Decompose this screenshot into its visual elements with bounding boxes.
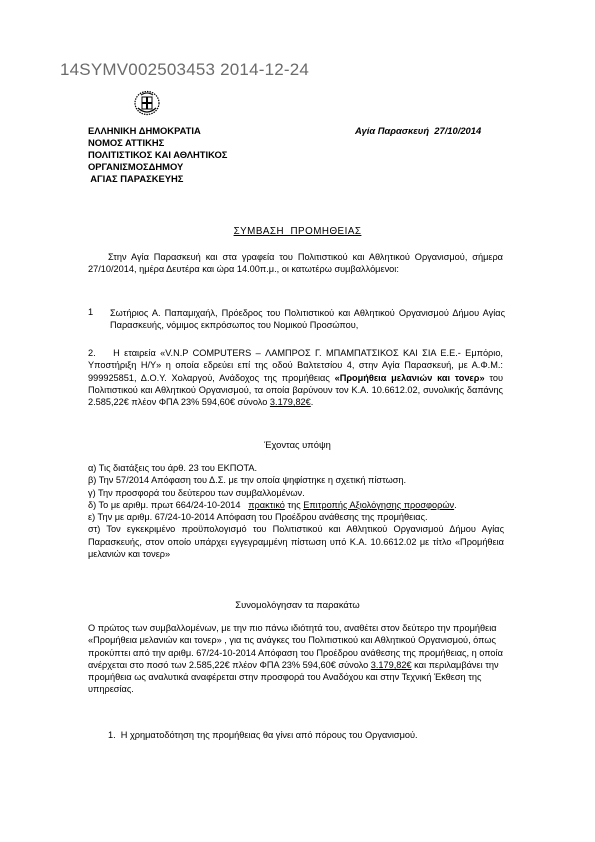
- consideration-d-mid: της: [284, 499, 304, 510]
- issuer-line: ΕΛΛΗΝΙΚΗ ΔΗΜΟΚΡΑΤΙΑ: [88, 125, 201, 136]
- party2-paragraph: [88, 347, 506, 408]
- issuer-line: ΑΓΙΑΣ ΠΑΡΑΣΚΕΥΗΣ: [88, 173, 184, 184]
- issuer-block: [88, 125, 227, 185]
- agreement-body: [88, 622, 504, 696]
- intro-paragraph: Στην Αγία Παρασκευή και στα γραφεία του Πολιτιστικού και Αθλητικού Οργανισμού, σήμερα 27/10/2014, ημέρα Δευτέρα και ώρα 14.00π.μ., οι κατωτέρω συμβαλλόμενοι:: [88, 252, 503, 275]
- party2-end: .: [310, 397, 314, 408]
- party1-paragraph: Σωτήριος Α. Παπαμιχαήλ, Πρόεδρος του Πολιτιστικού και Αθλητικού Οργανισμού Δήμου Αγίας Παρασκευής, νόμιμος εκπρόσωπος του Νομικού Προσώπου,: [110, 308, 505, 331]
- consideration-d-end: .: [454, 499, 457, 510]
- consideration-item: ε) Την με αριθμ. 67/24-10-2014 Απόφαση του Προέδρου ανάθεσης της προμήθειας.: [88, 512, 428, 523]
- party2-total: 3.179,82€: [269, 397, 311, 408]
- considering-heading: Έχοντας υπόψη: [264, 439, 331, 450]
- document-watermark-id: 14SYMV002503453 2014-12-24: [60, 60, 310, 79]
- place-date: Αγία Παρασκευή 27/10/2014: [355, 125, 482, 136]
- issuer-line: ΠΟΛΙΤΙΣΤΙΚΟΣ ΚΑΙ ΑΘΛΗΤΙΚΟΣ: [88, 149, 228, 160]
- consideration-item: γ) Την προσφορά του δεύτερου των συμβαλλομένων.: [88, 487, 305, 498]
- consideration-item: [88, 499, 504, 511]
- greek-emblem-icon: [133, 88, 161, 116]
- agreed-heading: Συνομολόγησαν τα παρακάτω: [235, 599, 360, 610]
- consideration-item: β) Την 57/2014 Απόφαση του Δ.Σ. με την οποία ψηφίστηκε η σχετική πίστωση.: [88, 475, 407, 486]
- considerations-list: [88, 462, 504, 560]
- issuer-line: ΝΟΜΟΣ ΑΤΤΙΚΗΣ: [88, 137, 165, 148]
- consideration-d-text: δ) Το με αριθμ. πρωτ 664/24-10-2014: [88, 499, 249, 510]
- issuer-line: ΟΡΓΑΝΙΣΜΟΣΔΗΜΟΥ: [88, 161, 184, 172]
- clause-1: 1. Η χρηματοδότηση της προμήθειας θα γίνει από πόρους του Οργανισμού.: [108, 730, 418, 740]
- agreement-text-cont: και περιλαμβάνει την προμήθεια ως αναλυτικά αναφέρεται στην προσφορά του Αναδόχου και στην Τεχνική Έκθεση της υπηρεσίας.: [88, 659, 499, 695]
- minutes-link-text: πρακτικό: [248, 499, 285, 510]
- party1-number: 1: [88, 307, 94, 317]
- consideration-item: α) Τις διατάξεις του άρθ. 23 του ΕΚΠΟΤΑ.: [88, 463, 258, 473]
- agreement-text: Ο πρώτος των συμβαλλομένων, με την πιο πάνω ιδιότητά του, αναθέτει στον δεύτερο την προμήθεια «Προμήθεια μελανιών και τονερ» , για τις ανάγκες του Πολιτιστικού και Αθλητικού Οργανισμού, όπως προκύπτει από την αριθμ. 67/24-10-2014 Απόφαση του Προέδρου ανάθεσης της προμήθειας, η οποία ανέρχεται στο ποσό των 2.585,22€ πλέον ΦΠΑ 23% 594,60€ σύνολο: [88, 623, 503, 670]
- consideration-item: στ) Τον εγκεκριμένο προϋπολογισμό του Πολιτιστικού και Αθλητικού Οργανισμού Δήμου Αγίας Παρασκευής, στον οποίο υπάρχει εγγεγραμμένη πίστωση υπό Κ.Α. 10.6612.02 με τίτλο «Προμήθεια μελανιών και τονερ»: [88, 524, 504, 560]
- document-title: ΣΥΜΒΑΣΗ ΠΡΟΜΗΘΕΙΑΣ: [233, 226, 362, 237]
- party2-text-cont: του Πολιτιστικού και Αθλητικού Οργανισμού, τα οποία βαρύνουν τον Κ.Α. 10.6612.02, συνολικής δαπάνης 2.585,22€ πλέον ΦΠΑ 23% 594,60€ σύνολο: [88, 372, 503, 408]
- agreement-total: 3.179,82€: [370, 659, 412, 670]
- evaluation-committee-text: Επιτροπής Αξιολόγησης προσφορών: [303, 499, 455, 510]
- party2-procurement-title: «Προμήθεια μελανιών και τονερ»: [334, 372, 485, 383]
- party2-text: 2. Η εταιρεία «V.N.P COMPUTERS – ΛΑΜΠΡΟΣ Γ. ΜΠΑΜΠΑΤΣΙΚΟΣ ΚΑΙ ΣΙΑ Ε.Ε.- Εμπόριο, Υποστήριξη Η/Υ» η οποία εδρεύει επί της οδού Βαλτετσίου 4, στην Αγία Παρασκευή, με Α.Φ.Μ.: 999925851, Δ.Ο.Υ. Χολαργού, Ανάδοχος της προμήθειας: [88, 348, 506, 383]
